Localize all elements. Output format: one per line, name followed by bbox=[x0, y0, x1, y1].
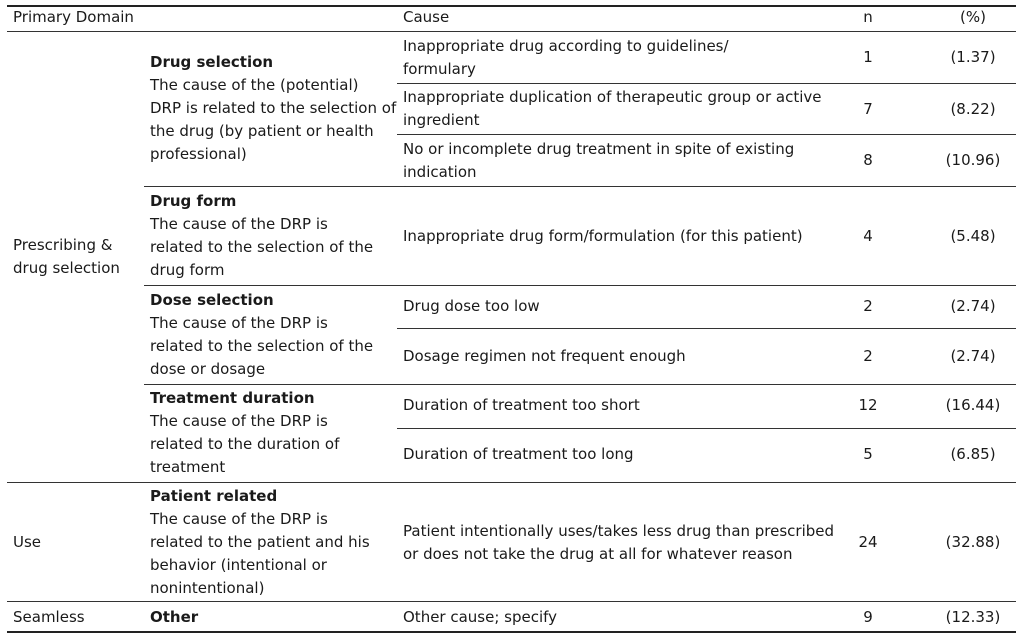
subdomain-patient-related bbox=[150, 485, 370, 600]
percent-cell: (32.88) bbox=[945, 533, 1001, 551]
cause-cell bbox=[403, 138, 794, 184]
cause-cell bbox=[403, 345, 686, 368]
cause-line: Duration of treatment too short bbox=[403, 396, 640, 414]
subdomain-other: Other bbox=[150, 608, 199, 626]
count-cell: 7 bbox=[863, 100, 873, 118]
subdomain-desc-line: drug form bbox=[150, 261, 225, 279]
subdomain-desc-line: related to the selection of the bbox=[150, 238, 374, 256]
rule bbox=[144, 285, 1016, 286]
cause-line: Inappropriate drug form/formulation (for this patient) bbox=[403, 227, 803, 245]
percent-cell: (5.48) bbox=[950, 227, 996, 245]
subdomain-dose-selection bbox=[150, 289, 373, 381]
rule-bottom bbox=[7, 631, 1016, 633]
cause-line: Drug dose too low bbox=[403, 297, 540, 315]
count-cell: 4 bbox=[863, 227, 873, 245]
cause-cell bbox=[403, 225, 803, 248]
subdomain-desc-line: related to the patient and his bbox=[150, 533, 370, 551]
subdomain-title: Drug form bbox=[150, 192, 237, 210]
cause-cell bbox=[403, 520, 834, 566]
subdomain-desc-line: related to the duration of bbox=[150, 435, 340, 453]
cause-cell bbox=[403, 35, 729, 81]
cause-line: Inappropriate duplication of therapeutic group or active bbox=[403, 88, 822, 106]
domain-prescribing-line: Prescribing & bbox=[13, 236, 113, 254]
subdomain-desc-line: treatment bbox=[150, 458, 226, 476]
percent-cell: (12.33) bbox=[945, 608, 1001, 626]
subdomain-desc-line: nonintentional) bbox=[150, 579, 265, 597]
cause-line: Duration of treatment too long bbox=[403, 445, 634, 463]
header-n: n bbox=[863, 8, 873, 26]
subdomain-desc-line: dose or dosage bbox=[150, 360, 266, 378]
subdomain-desc-line: The cause of the (potential) bbox=[150, 76, 359, 94]
subdomain-desc-line: The cause of the DRP is bbox=[150, 215, 328, 233]
rule bbox=[144, 186, 1016, 187]
rule bbox=[397, 83, 1016, 84]
domain-seamless: Seamless bbox=[13, 608, 85, 626]
cause-line: or does not take the drug at all for whatever reason bbox=[403, 545, 793, 563]
cause-line: formulary bbox=[403, 60, 476, 78]
percent-cell: (2.74) bbox=[950, 297, 996, 315]
subdomain-title: Dose selection bbox=[150, 291, 274, 309]
domain-use: Use bbox=[13, 533, 42, 551]
subdomain-desc-line: DRP is related to the selection of bbox=[150, 99, 397, 117]
cause-cell bbox=[403, 295, 540, 318]
cause-cell bbox=[403, 443, 634, 466]
header-cause: Cause bbox=[403, 8, 450, 26]
count-cell: 12 bbox=[858, 396, 878, 414]
count-cell: 8 bbox=[863, 151, 873, 169]
cause-line: indication bbox=[403, 163, 477, 181]
count-cell: 5 bbox=[863, 445, 873, 463]
count-cell: 9 bbox=[863, 608, 873, 626]
cause-line: ingredient bbox=[403, 111, 480, 129]
cause-line: Other cause; specify bbox=[403, 608, 558, 626]
cause-line: No or incomplete drug treatment in spite of existing bbox=[403, 140, 795, 158]
subdomain-desc-line: The cause of the DRP is bbox=[150, 510, 328, 528]
subdomain-title: Patient related bbox=[150, 487, 278, 505]
percent-cell: (1.37) bbox=[950, 48, 996, 66]
subdomain-desc-line: The cause of the DRP is bbox=[150, 412, 328, 430]
subdomain-title: Treatment duration bbox=[150, 389, 315, 407]
cause-line: Inappropriate drug according to guidelines/ bbox=[403, 37, 729, 55]
header-primary-domain: Primary Domain bbox=[13, 8, 134, 26]
count-cell: 24 bbox=[858, 533, 878, 551]
subdomain-desc-line: behavior (intentional or bbox=[150, 556, 327, 574]
count-cell: 2 bbox=[863, 297, 873, 315]
rule-domain bbox=[7, 482, 1016, 483]
count-cell: 1 bbox=[863, 48, 873, 66]
domain-prescribing bbox=[13, 234, 120, 280]
rule bbox=[397, 328, 1016, 329]
subdomain-desc-line: related to the selection of the bbox=[150, 337, 374, 355]
rule-domain bbox=[7, 601, 1016, 602]
subdomain-desc-line: the drug (by patient or health bbox=[150, 122, 374, 140]
cause-line: Dosage regimen not frequent enough bbox=[403, 347, 686, 365]
percent-cell: (16.44) bbox=[945, 396, 1001, 414]
rule-header-bottom bbox=[7, 31, 1016, 32]
domain-prescribing-line: drug selection bbox=[13, 259, 120, 277]
subdomain-title: Drug selection bbox=[150, 53, 274, 71]
subdomain-drug-selection bbox=[150, 51, 396, 166]
cause-line: Patient intentionally uses/takes less drug than prescribed bbox=[403, 522, 835, 540]
rule bbox=[144, 384, 1016, 385]
cause-cell bbox=[403, 394, 640, 417]
cause-cell bbox=[403, 606, 557, 629]
subdomain-desc-line: The cause of the DRP is bbox=[150, 314, 328, 332]
percent-cell: (2.74) bbox=[950, 347, 996, 365]
subdomain-drug-form bbox=[150, 190, 373, 282]
header-percent: (%) bbox=[960, 8, 986, 26]
percent-cell: (8.22) bbox=[950, 100, 996, 118]
count-cell: 2 bbox=[863, 347, 873, 365]
subdomain-desc-line: professional) bbox=[150, 145, 247, 163]
percent-cell: (10.96) bbox=[945, 151, 1001, 169]
percent-cell: (6.85) bbox=[950, 445, 996, 463]
cause-cell bbox=[403, 86, 822, 132]
subdomain-treatment-duration bbox=[150, 387, 339, 479]
rule bbox=[397, 134, 1016, 135]
rule bbox=[397, 428, 1016, 429]
